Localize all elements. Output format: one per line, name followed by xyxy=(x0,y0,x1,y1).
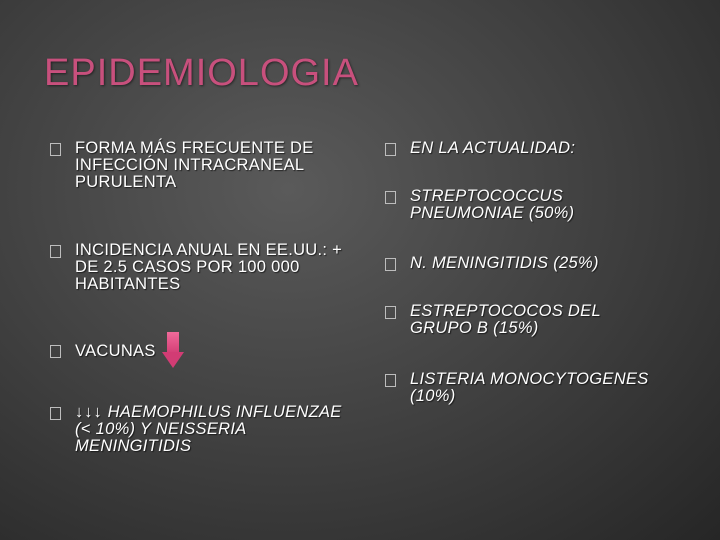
left-bullet-text: VACUNAS xyxy=(75,341,156,360)
left-bullet-4 xyxy=(50,404,350,455)
square-bullet-icon xyxy=(385,306,396,319)
right-bullet-text: ESTREPTOCOCOS DEL GRUPO B (15%) xyxy=(410,302,601,337)
left-bullet-text: INCIDENCIA ANUAL EN EE.UU.: + DE 2.5 CASOS POR 100 000 HABITANTES xyxy=(75,241,343,293)
down-arrow-icon: ↓↓↓ xyxy=(75,403,103,421)
down-arrow-icon xyxy=(162,332,184,370)
right-bullet-text: LISTERIA MONOCYTOGENES (10%) xyxy=(410,370,649,405)
right-bullet-1 xyxy=(385,140,695,157)
right-bullet-text: STREPTOCOCCUS PNEUMONIAE (50%) xyxy=(410,187,575,222)
left-bullet-text xyxy=(75,404,345,455)
left-bullet-text: FORMA MÁS FRECUENTE DE INFECCIÓN INTRACRANEAL PURULENTA xyxy=(75,139,314,191)
right-bullet-4 xyxy=(385,303,695,337)
right-bullet-text: EN LA ACTUALIDAD: xyxy=(410,139,576,157)
square-bullet-icon xyxy=(385,374,396,387)
right-bullet-text: N. MENINGITIDIS (25%) xyxy=(410,254,599,272)
left-bullet-4-text: HAEMOPHILUS INFLUENZAE (< 10%) Y NEISSERIA MENINGITIDIS xyxy=(75,403,342,455)
square-bullet-icon xyxy=(50,143,61,156)
square-bullet-icon xyxy=(385,191,396,204)
square-bullet-icon xyxy=(50,407,61,420)
square-bullet-icon xyxy=(50,345,61,358)
right-bullet-5 xyxy=(385,371,695,405)
square-bullet-icon xyxy=(385,258,396,271)
left-bullet-2 xyxy=(50,242,350,293)
right-bullet-2 xyxy=(385,188,695,222)
square-bullet-icon xyxy=(385,143,396,156)
square-bullet-icon xyxy=(50,245,61,258)
slide-title: EPIDEMIOLOGIA xyxy=(44,52,359,94)
right-bullet-3 xyxy=(385,255,695,272)
left-bullet-1 xyxy=(50,140,350,191)
left-bullet-3 xyxy=(50,332,350,370)
